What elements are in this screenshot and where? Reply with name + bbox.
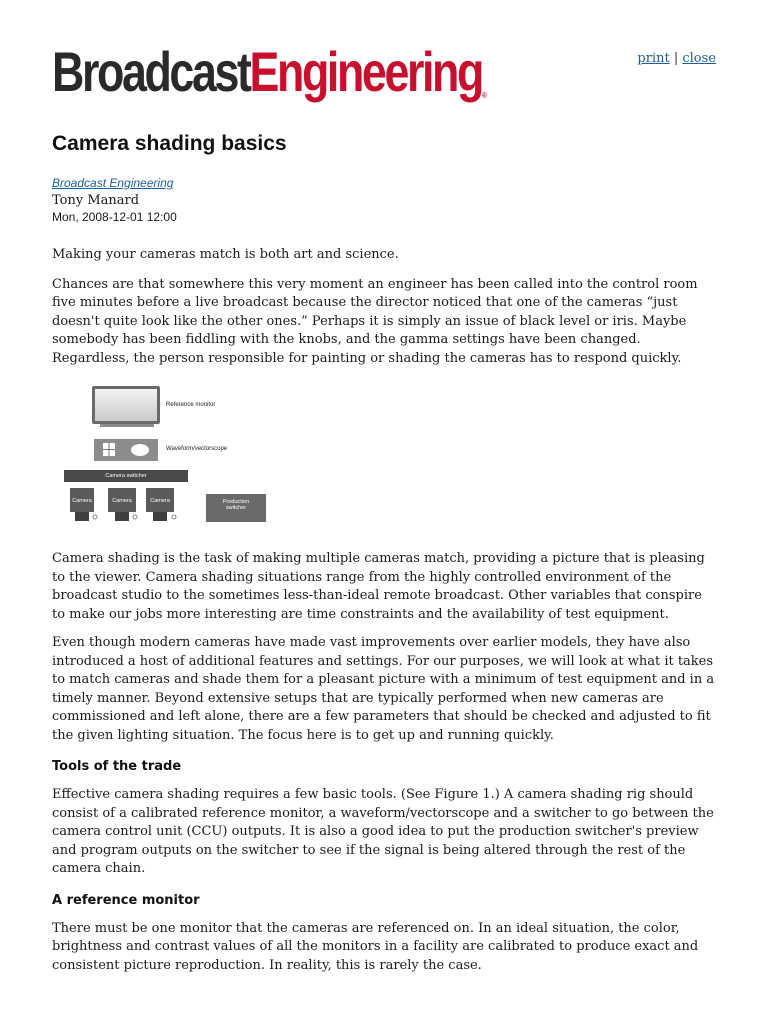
paragraph-2: Camera shading is the task of making multiple cameras match, providing a picture that is pleasing to the viewer. Camera shading situations range from the highly controlled environment of the broadcast studio to the sometimes less-than-ideal remote broadcast. Other variables that conspire to make our jobs more interesting are time constraints and the availability of test equipment. xyxy=(52,551,705,622)
link-separator: | xyxy=(673,51,679,66)
source-link[interactable]: Broadcast Engineering xyxy=(52,176,174,190)
paragraph-4: Effective camera shading requires a few basic tools. (See Figure 1.) A camera shading rig should consist of a calibrated reference monitor, a waveform/vectorscope and a switcher to go between the camera control unit (CCU) outputs. It is also a good idea to put the production switcher's preview and program outputs on the switcher to see if the signal is being altered through the rest of the camera chain. xyxy=(52,787,714,876)
paragraph-3: Even though modern cameras have made vast improvements over earlier models, they have also introduced a host of additional features and settings. For our purposes, we will look at what it takes to match cameras and shade them for a pleasant picture with a minimum of test equipment and in a timely manner. Beyond extensive setups that are typically performed when new cameras are commissioned and left alone, there are a few parameters that should be checked and adjusted to fit the given lighting situation. The focus here is to get up and running quickly. xyxy=(52,635,715,743)
label-camera-1: Camera xyxy=(72,498,92,504)
camera-icon-2 xyxy=(108,488,137,521)
reference-monitor-icon xyxy=(92,386,160,427)
label-reference-monitor: Reference monitor xyxy=(166,402,216,408)
registered-mark: ® xyxy=(481,91,487,100)
article xyxy=(52,132,716,985)
close-link[interactable]: close xyxy=(682,51,716,66)
camera-icon-1 xyxy=(70,488,97,521)
label-waveform: Waveform/vectorscope xyxy=(166,446,228,452)
print-link[interactable]: print xyxy=(637,51,670,66)
camera-shading-diagram xyxy=(56,382,286,530)
logo-broadcast-text: Broadcast xyxy=(52,40,250,103)
site-logo xyxy=(52,40,487,103)
heading-reference-monitor: A reference monitor xyxy=(52,892,200,908)
top-links xyxy=(637,51,716,66)
publish-date: Mon, 2008-12-01 12:00 xyxy=(52,210,177,224)
article-title: Camera shading basics xyxy=(52,132,287,155)
camera-icon-3 xyxy=(146,488,176,521)
paragraph-5: There must be one monitor that the cameras are referenced on. In an ideal situation, the color, brightness and contrast values of all the monitors in a facility are calibrated to produce exact and consistent picture reproduction. In reality, this is rarely the case. xyxy=(52,920,699,973)
logo-engineering-text: Engineering xyxy=(249,40,482,103)
waveform-vectorscope-icon xyxy=(94,439,158,461)
author: Tony Manard xyxy=(52,193,140,208)
intro-paragraph: Making your cameras match is both art and science. xyxy=(52,247,399,262)
heading-tools: Tools of the trade xyxy=(52,759,182,774)
label-camera-2: Camera xyxy=(112,498,132,504)
label-production-switcher: Production switcher xyxy=(222,499,250,511)
label-camera-3: Camera xyxy=(150,498,170,504)
label-camera-switcher: Camera switcher xyxy=(105,473,147,479)
paragraph-1: Chances are that somewhere this very moment an engineer has been called into the control room five minutes before a live broadcast because the director noticed that one of the cameras “just doesn't quite look like the other ones.” Perhaps it is simply an issue of black level or iris. Maybe somebody has been fiddling with the knobs, and the gamma settings have been changed. Regardless, the person responsible for painting or shading the cameras has to respond quickly. xyxy=(52,276,698,366)
